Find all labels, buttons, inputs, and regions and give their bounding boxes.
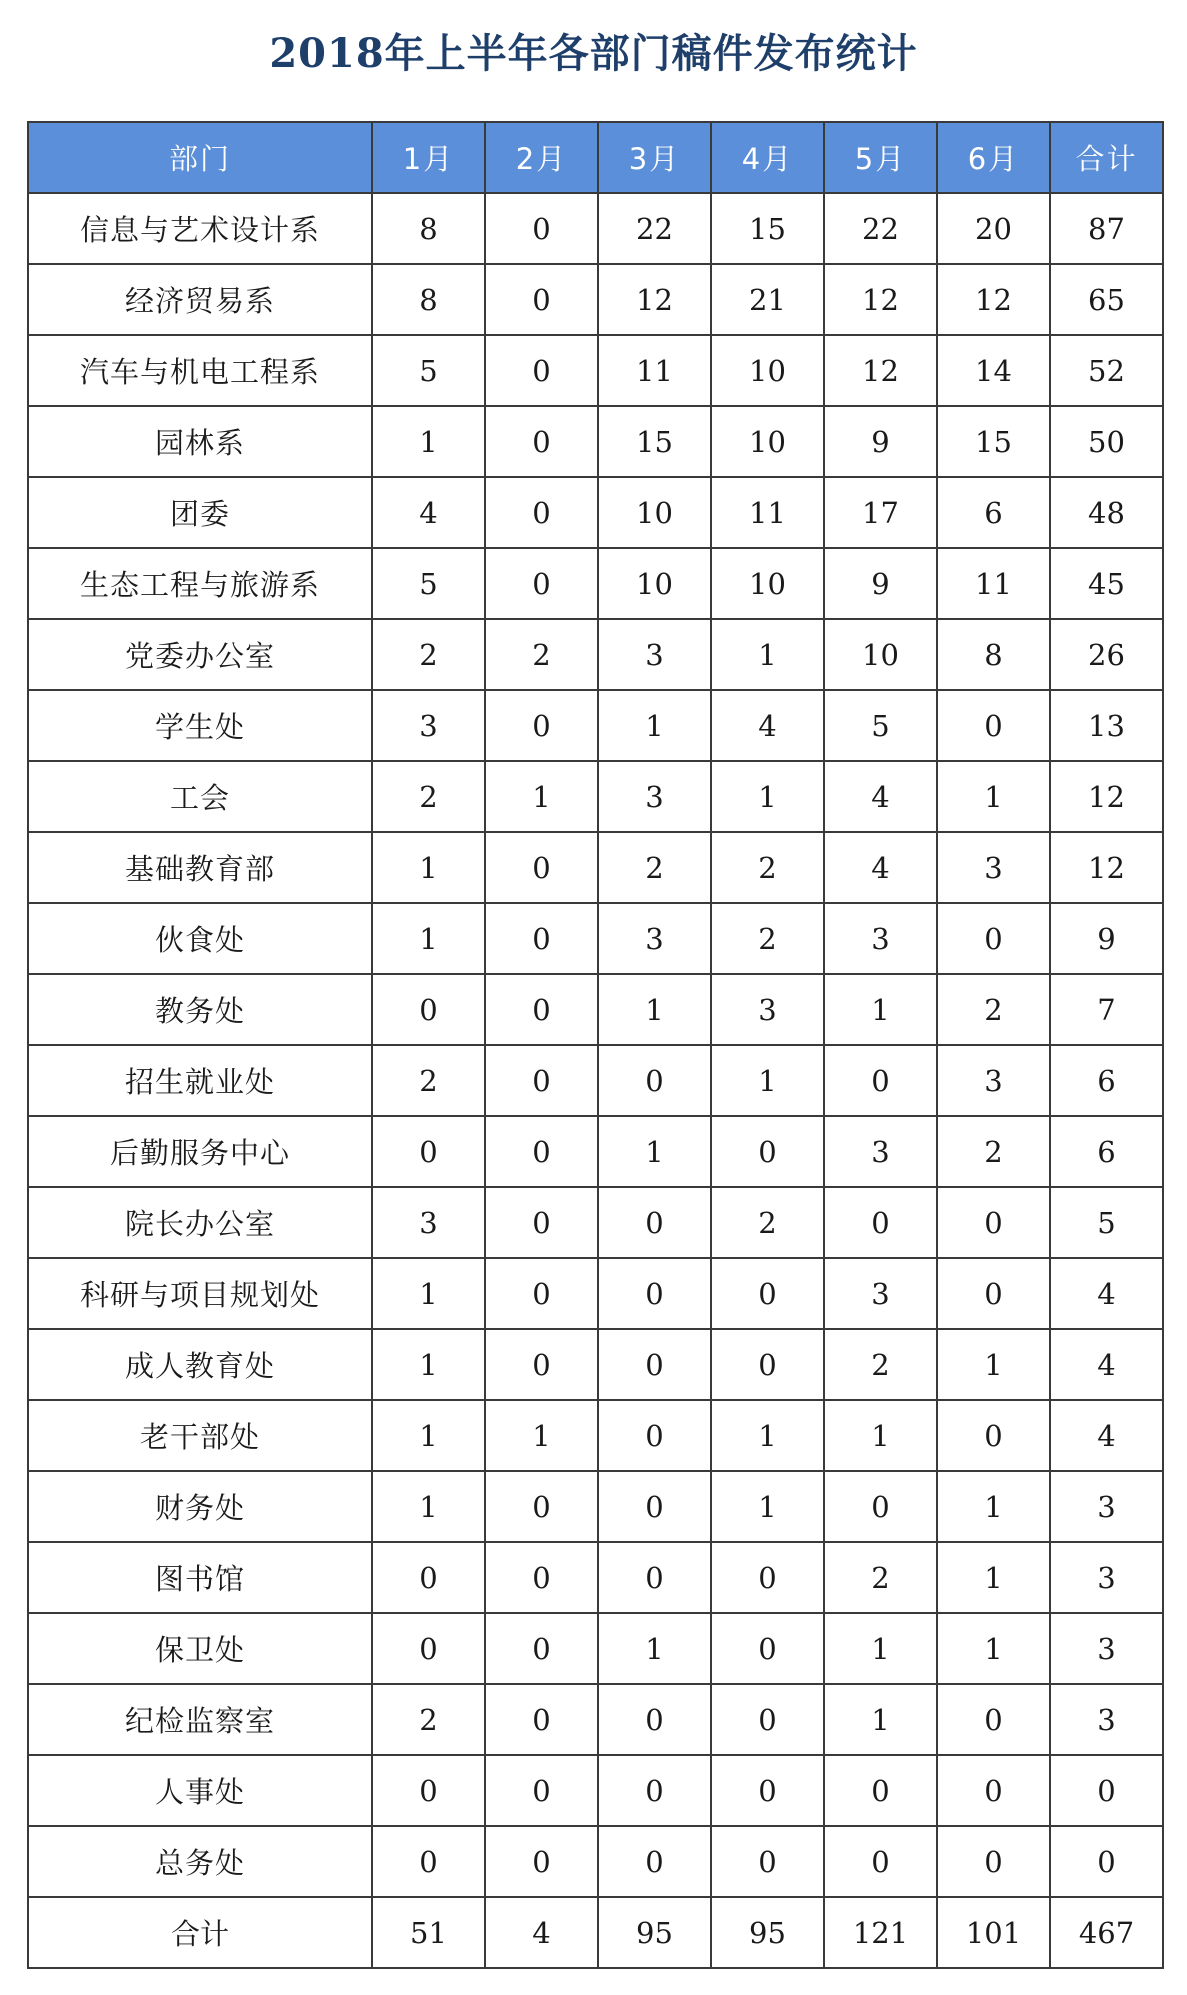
month-count-cell: 8 [372,193,485,264]
row-total-cell: 26 [1050,619,1163,690]
row-total-cell: 9 [1050,903,1163,974]
table-row [28,1613,1163,1684]
table-body [28,193,1163,1897]
month-count-cell: 0 [372,1755,485,1826]
month-count-cell: 1 [711,761,824,832]
month-count-cell: 12 [824,335,937,406]
month-count-cell: 1 [372,1258,485,1329]
month-count-cell: 1 [937,1613,1050,1684]
month-count-cell: 0 [485,1471,598,1542]
month-count-cell: 0 [485,690,598,761]
month-count-cell: 3 [372,690,485,761]
department-name-cell: 科研与项目规划处 [28,1258,372,1329]
month-count-cell: 2 [485,619,598,690]
month-count-cell: 1 [372,406,485,477]
month-count-cell: 3 [937,1045,1050,1116]
month-count-cell: 0 [598,1755,711,1826]
table-row [28,335,1163,406]
table-row [28,1755,1163,1826]
row-total-cell: 6 [1050,1116,1163,1187]
department-name-cell: 信息与艺术设计系 [28,193,372,264]
month-count-cell: 0 [485,1755,598,1826]
column-header-month: 6月 [937,122,1050,193]
month-count-cell: 3 [598,761,711,832]
table-row [28,832,1163,903]
month-count-cell: 20 [937,193,1050,264]
month-count-cell: 3 [372,1187,485,1258]
month-count-cell: 2 [824,1329,937,1400]
month-count-cell: 1 [598,690,711,761]
month-count-cell: 22 [824,193,937,264]
month-count-cell: 2 [372,1045,485,1116]
table-row [28,761,1163,832]
month-count-cell: 0 [824,1471,937,1542]
month-count-cell: 1 [711,1471,824,1542]
column-header-month: 4月 [711,122,824,193]
month-count-cell: 0 [937,1258,1050,1329]
row-total-cell: 50 [1050,406,1163,477]
column-total-cell: 101 [937,1897,1050,1968]
row-total-cell: 0 [1050,1755,1163,1826]
month-count-cell: 2 [937,974,1050,1045]
row-total-cell: 12 [1050,832,1163,903]
table-row [28,264,1163,335]
table-row [28,477,1163,548]
month-count-cell: 5 [824,690,937,761]
month-count-cell: 4 [824,832,937,903]
month-count-cell: 3 [598,619,711,690]
month-count-cell: 10 [598,548,711,619]
month-count-cell: 3 [824,1258,937,1329]
month-count-cell: 1 [372,1471,485,1542]
month-count-cell: 0 [598,1684,711,1755]
month-count-cell: 0 [598,1187,711,1258]
month-count-cell: 0 [485,974,598,1045]
department-name-cell: 园林系 [28,406,372,477]
month-count-cell: 0 [937,1826,1050,1897]
column-total-cell: 95 [711,1897,824,1968]
department-name-cell: 团委 [28,477,372,548]
month-count-cell: 0 [485,335,598,406]
table-row [28,1826,1163,1897]
month-count-cell: 0 [372,1826,485,1897]
month-count-cell: 21 [711,264,824,335]
table-row [28,974,1163,1045]
month-count-cell: 4 [372,477,485,548]
month-count-cell: 1 [937,1542,1050,1613]
month-count-cell: 3 [711,974,824,1045]
month-count-cell: 0 [485,406,598,477]
month-count-cell: 0 [485,1684,598,1755]
month-count-cell: 4 [824,761,937,832]
month-count-cell: 15 [937,406,1050,477]
month-count-cell: 0 [937,1400,1050,1471]
month-count-cell: 0 [598,1542,711,1613]
department-name-cell: 财务处 [28,1471,372,1542]
month-count-cell: 10 [711,406,824,477]
month-count-cell: 0 [485,193,598,264]
month-count-cell: 0 [937,1187,1050,1258]
month-count-cell: 10 [598,477,711,548]
statistics-table [27,121,1164,1969]
department-name-cell: 纪检监察室 [28,1684,372,1755]
month-count-cell: 0 [372,974,485,1045]
row-total-cell: 3 [1050,1684,1163,1755]
month-count-cell: 1 [372,1400,485,1471]
table-row [28,1542,1163,1613]
department-name-cell: 汽车与机电工程系 [28,335,372,406]
column-total-cell: 4 [485,1897,598,1968]
table-row [28,193,1163,264]
department-name-cell: 院长办公室 [28,1187,372,1258]
month-count-cell: 15 [598,406,711,477]
month-count-cell: 0 [372,1542,485,1613]
month-count-cell: 0 [485,832,598,903]
month-count-cell: 2 [372,619,485,690]
month-count-cell: 0 [485,1258,598,1329]
department-name-cell: 学生处 [28,690,372,761]
column-header-month: 3月 [598,122,711,193]
month-count-cell: 0 [824,1826,937,1897]
total-label-cell: 合计 [28,1897,372,1968]
month-count-cell: 0 [937,1684,1050,1755]
month-count-cell: 1 [824,1613,937,1684]
month-count-cell: 1 [711,619,824,690]
column-header-month: 5月 [824,122,937,193]
row-total-cell: 3 [1050,1471,1163,1542]
row-total-cell: 48 [1050,477,1163,548]
month-count-cell: 1 [372,1329,485,1400]
column-total-cell: 95 [598,1897,711,1968]
row-total-cell: 3 [1050,1542,1163,1613]
table-row [28,1045,1163,1116]
month-count-cell: 0 [485,903,598,974]
column-header-month: 2月 [485,122,598,193]
row-total-cell: 4 [1050,1329,1163,1400]
month-count-cell: 2 [711,832,824,903]
month-count-cell: 1 [485,761,598,832]
month-count-cell: 8 [937,619,1050,690]
month-count-cell: 0 [372,1613,485,1684]
month-count-cell: 1 [824,1400,937,1471]
month-count-cell: 0 [937,903,1050,974]
month-count-cell: 0 [485,1542,598,1613]
month-count-cell: 0 [598,1329,711,1400]
department-name-cell: 保卫处 [28,1613,372,1684]
month-count-cell: 2 [937,1116,1050,1187]
table-row [28,548,1163,619]
month-count-cell: 15 [711,193,824,264]
column-total-cell: 51 [372,1897,485,1968]
month-count-cell: 0 [711,1542,824,1613]
month-count-cell: 1 [937,1471,1050,1542]
department-name-cell: 总务处 [28,1826,372,1897]
month-count-cell: 5 [372,335,485,406]
month-count-cell: 1 [372,832,485,903]
month-count-cell: 0 [372,1116,485,1187]
month-count-cell: 11 [598,335,711,406]
table-row [28,690,1163,761]
month-count-cell: 11 [937,548,1050,619]
month-count-cell: 0 [711,1329,824,1400]
month-count-cell: 0 [485,1045,598,1116]
month-count-cell: 14 [937,335,1050,406]
month-count-cell: 0 [598,1258,711,1329]
month-count-cell: 0 [598,1826,711,1897]
month-count-cell: 11 [711,477,824,548]
table-footer [28,1897,1163,1968]
month-count-cell: 1 [598,1116,711,1187]
row-total-cell: 4 [1050,1400,1163,1471]
row-total-cell: 5 [1050,1187,1163,1258]
column-header-total: 合计 [1050,122,1163,193]
month-count-cell: 12 [824,264,937,335]
month-count-cell: 0 [711,1613,824,1684]
table-row [28,1329,1163,1400]
column-header-department: 部门 [28,122,372,193]
month-count-cell: 0 [598,1045,711,1116]
month-count-cell: 1 [824,974,937,1045]
month-count-cell: 12 [598,264,711,335]
month-count-cell: 0 [485,1187,598,1258]
month-count-cell: 3 [824,1116,937,1187]
month-count-cell: 0 [598,1400,711,1471]
month-count-cell: 0 [711,1755,824,1826]
column-total-cell: 121 [824,1897,937,1968]
department-name-cell: 图书馆 [28,1542,372,1613]
department-name-cell: 后勤服务中心 [28,1116,372,1187]
month-count-cell: 3 [937,832,1050,903]
table-row [28,1187,1163,1258]
month-count-cell: 0 [485,1116,598,1187]
column-total-cell: 467 [1050,1897,1163,1968]
department-name-cell: 招生就业处 [28,1045,372,1116]
month-count-cell: 2 [711,1187,824,1258]
month-count-cell: 10 [824,619,937,690]
month-count-cell: 1 [598,1613,711,1684]
row-total-cell: 6 [1050,1045,1163,1116]
department-name-cell: 生态工程与旅游系 [28,548,372,619]
month-count-cell: 3 [824,903,937,974]
table-row [28,406,1163,477]
row-total-cell: 0 [1050,1826,1163,1897]
department-name-cell: 基础教育部 [28,832,372,903]
month-count-cell: 9 [824,406,937,477]
month-count-cell: 6 [937,477,1050,548]
table-row [28,1258,1163,1329]
table-row [28,619,1163,690]
month-count-cell: 2 [598,832,711,903]
month-count-cell: 8 [372,264,485,335]
month-count-cell: 0 [824,1045,937,1116]
table-row [28,1400,1163,1471]
month-count-cell: 2 [824,1542,937,1613]
month-count-cell: 1 [711,1045,824,1116]
month-count-cell: 0 [598,1471,711,1542]
month-count-cell: 2 [372,1684,485,1755]
month-count-cell: 1 [824,1684,937,1755]
month-count-cell: 0 [711,1684,824,1755]
row-total-cell: 12 [1050,761,1163,832]
table-row [28,1684,1163,1755]
row-total-cell: 65 [1050,264,1163,335]
row-total-cell: 7 [1050,974,1163,1045]
department-name-cell: 老干部处 [28,1400,372,1471]
month-count-cell: 10 [711,548,824,619]
table-row [28,903,1163,974]
month-count-cell: 2 [372,761,485,832]
table-row [28,1471,1163,1542]
department-name-cell: 经济贸易系 [28,264,372,335]
department-name-cell: 教务处 [28,974,372,1045]
month-count-cell: 1 [937,1329,1050,1400]
department-name-cell: 成人教育处 [28,1329,372,1400]
month-count-cell: 0 [824,1755,937,1826]
month-count-cell: 17 [824,477,937,548]
page-title: 2018年上半年各部门稿件发布统计 [269,30,918,77]
month-count-cell: 0 [485,1613,598,1684]
month-count-cell: 1 [598,974,711,1045]
row-total-cell: 45 [1050,548,1163,619]
month-count-cell: 0 [485,264,598,335]
month-count-cell: 0 [937,1755,1050,1826]
table-row [28,1116,1163,1187]
month-count-cell: 0 [485,1329,598,1400]
month-count-cell: 9 [824,548,937,619]
department-name-cell: 党委办公室 [28,619,372,690]
row-total-cell: 3 [1050,1613,1163,1684]
month-count-cell: 3 [598,903,711,974]
month-count-cell: 0 [485,477,598,548]
month-count-cell: 22 [598,193,711,264]
month-count-cell: 5 [372,548,485,619]
department-name-cell: 工会 [28,761,372,832]
month-count-cell: 0 [711,1258,824,1329]
month-count-cell: 1 [372,903,485,974]
month-count-cell: 2 [711,903,824,974]
row-total-cell: 52 [1050,335,1163,406]
table-header [28,122,1163,193]
month-count-cell: 0 [937,690,1050,761]
month-count-cell: 0 [485,548,598,619]
month-count-cell: 0 [711,1116,824,1187]
row-total-cell: 4 [1050,1258,1163,1329]
month-count-cell: 1 [485,1400,598,1471]
month-count-cell: 1 [937,761,1050,832]
month-count-cell: 1 [711,1400,824,1471]
row-total-cell: 87 [1050,193,1163,264]
month-count-cell: 0 [485,1826,598,1897]
row-total-cell: 13 [1050,690,1163,761]
month-count-cell: 4 [711,690,824,761]
column-header-month: 1月 [372,122,485,193]
header-row [28,122,1163,193]
department-name-cell: 人事处 [28,1755,372,1826]
total-row [28,1897,1163,1968]
month-count-cell: 0 [711,1826,824,1897]
month-count-cell: 12 [937,264,1050,335]
month-count-cell: 10 [711,335,824,406]
department-name-cell: 伙食处 [28,903,372,974]
month-count-cell: 0 [824,1187,937,1258]
